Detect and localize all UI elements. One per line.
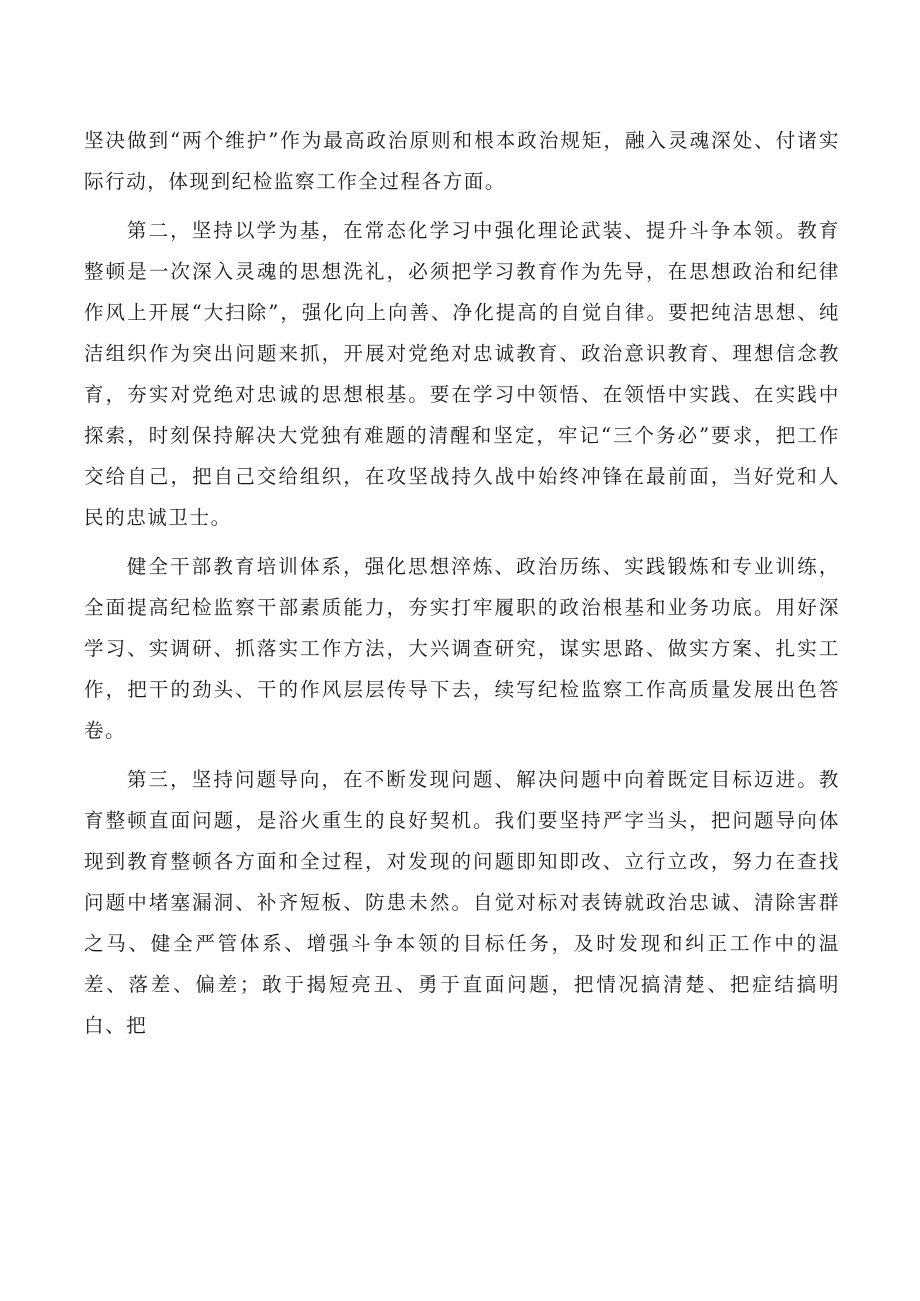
paragraph-second-point: 第二，坚持以学为基，在常态化学习中强化理论武装、提升斗争本领。教育整顿是一次深入灵魂的思想洗礼，必须把学习教育作为先导，在思想政治和纪律作风上开展“大扫除”，强化向上向善、净化提高的自觉自律。要把纯洁思想、纯洁组织作为突出问题来抓，开展对党绝对忠诚教育、政治意识教育、理想信念教育，夯实对党绝对忠诚的思想根基。要在学习中领悟、在领悟中实践、在实践中探索，时刻保持解决大党独有难题的清醒和坚定，牢记“三个务必”要求，把工作交给自己，把自己交给组织，在攻坚战持久战中始终冲锋在最前面，当好党和人民的忠诚卫士。 — [84, 219, 840, 529]
paragraph-training-system: 健全干部教育培训体系，强化思想淬炼、政治历练、实践锻炼和专业训练，全面提高纪检监察干部素质能力，夯实打牢履职的政治根基和业务功底。用好深学习、实调研、抓落实工作方法，大兴调查研究，谋实思路、做实方案、扎实工作，把干的劲头、干的作风层层传导下去，续写纪检监察工作高质量发展出色答卷。 — [84, 555, 840, 742]
paragraph-continuation: 坚决做到“两个维护”作为最高政治原则和根本政治规矩，融入灵魂深处、付诸实际行动，体现到纪检监察工作全过程各方面。 — [84, 129, 840, 193]
document-body — [84, 120, 840, 1046]
paragraph-third-point: 第三，坚持问题导向，在不断发现问题、解决问题中向着既定目标迈进。教育整顿直面问题，是浴火重生的良好契机。我们要坚持严字当头，把问题导向体现到教育整顿各方面和全过程，对发现的问题即知即改、立行立改，努力在查找问题中堵塞漏洞、补齐短板、防患未然。自觉对标对表铸就政治忠诚、清除害群之马、健全严管体系、增强斗争本领的目标任务，及时发现和纠正工作中的温差、落差、偏差；敢于揭短亮丑、勇于直面问题，把情况搞清楚、把症结搞明白、把 — [84, 768, 840, 1037]
